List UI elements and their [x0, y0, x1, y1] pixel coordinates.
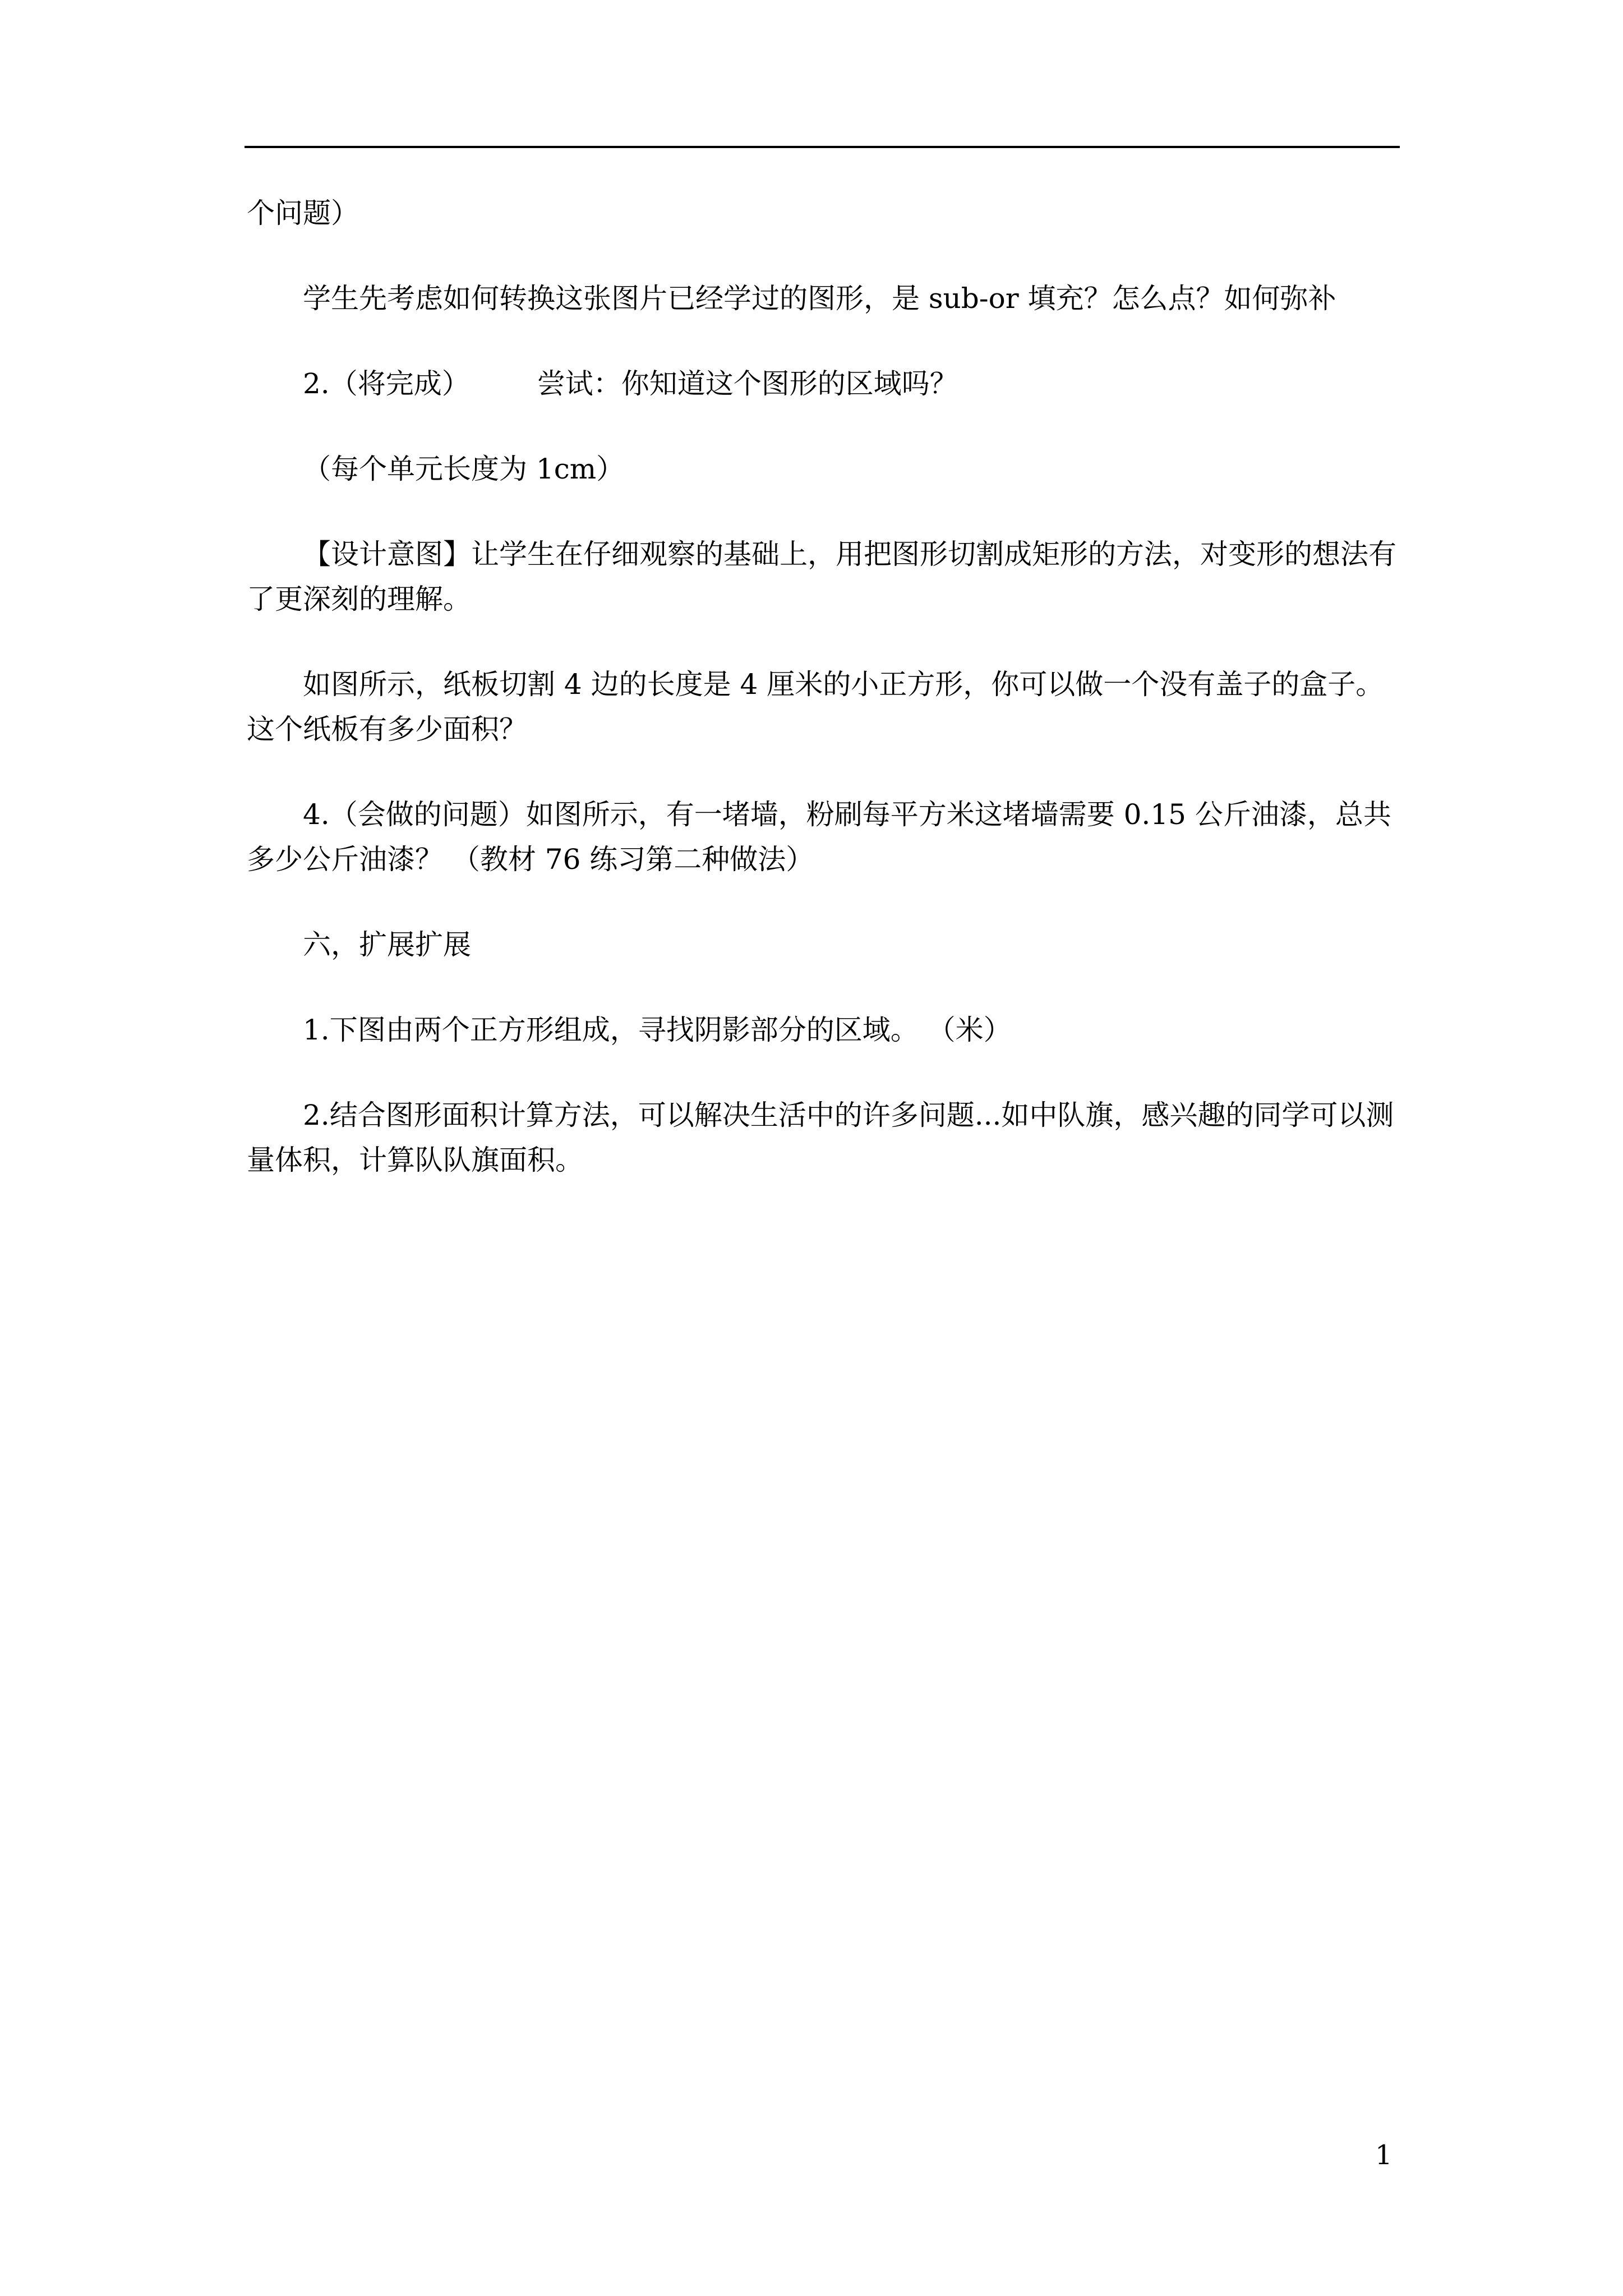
document-body	[247, 191, 1402, 1223]
paragraph-flag-problem: 2.结合图形面积计算方法，可以解决生活中的许多问题...如中队旗，感兴趣的同学可以测量体积，计算队队旗面积。	[247, 1099, 1394, 1176]
paragraph-wall-problem: 4.（会做的问题）如图所示，有一堵墙，粉刷每平方米这堵墙需要 0.15 公斤油漆，总共多少公斤油漆？ （教材 76 练习第二种做法）	[247, 798, 1391, 876]
paragraph-squares-problem: 1.下图由两个正方形组成，寻找阴影部分的区域。 （米）	[303, 1014, 1012, 1046]
section-heading-extension: 六，扩展扩展	[303, 928, 471, 961]
trial-item-question: 尝试：你知道这个图形的区域吗？	[537, 367, 958, 400]
paragraph-student-think: 学生先考虑如何转换这张图片已经学过的图形，是 sub-or 填充？怎么点？如何弥补	[303, 282, 1336, 315]
page-number: 1	[1375, 2139, 1393, 2171]
paragraph-design-intent: 【设计意图】让学生在仔细观察的基础上，用把图形切割成矩形的方法，对变形的想法有了更深刻的理解。	[247, 538, 1396, 615]
paragraph-continuation: 个问题）	[247, 197, 359, 229]
paragraph-cardboard-problem: 如图所示，纸板切割 4 边的长度是 4 厘米的小正方形，你可以做一个没有盖子的盒子。这个纸板有多少面积？	[247, 668, 1384, 746]
header-rule	[245, 146, 1400, 148]
trial-item-number: 2.（将完成）	[303, 367, 470, 400]
paragraph-trial-item	[247, 361, 1402, 406]
paragraph-unit-note: （每个单元长度为 1cm）	[303, 453, 625, 485]
